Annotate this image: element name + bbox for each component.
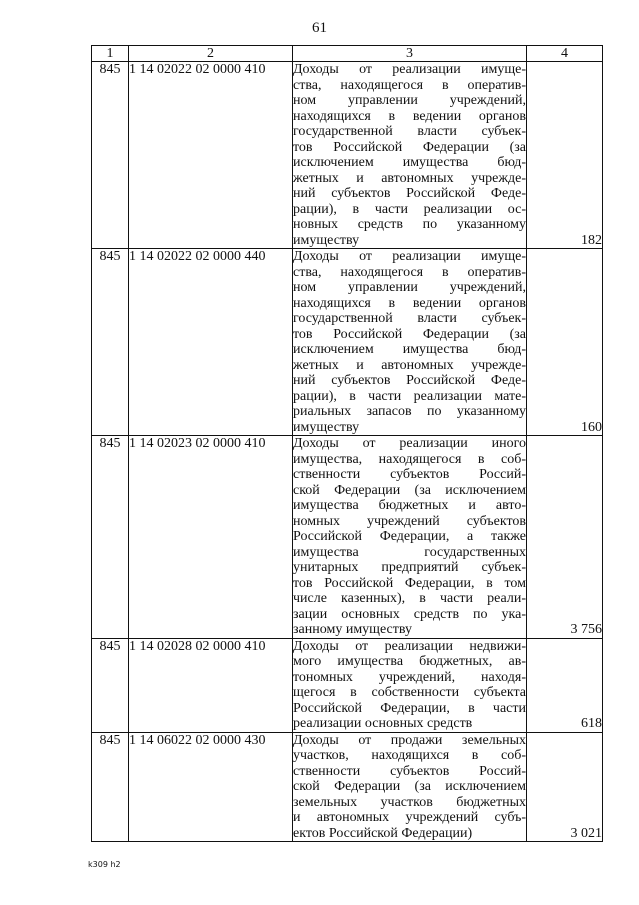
description-line: номных учреждений субъектов [293,513,526,529]
admin-code-cell: 845 [92,62,129,249]
description-line: рации), в части реализации мате- [293,388,526,404]
description-line: жетных и автономных учрежде- [293,170,526,186]
description-line: числе казенных), в части реали- [293,591,526,606]
description-line: тономных учреждений, находя- [293,669,526,685]
amount-cell: 3 021 [527,732,603,842]
description-line: имущества бюджетных и авто- [293,498,526,513]
description-line: ний субъектов Российской Феде- [293,373,526,388]
table-row [92,436,603,639]
budget-classification-code-cell: 1 14 02023 02 0000 410 [129,436,293,639]
header-col-2: 2 [129,46,293,62]
budget-classification-code-cell: 1 14 02022 02 0000 440 [129,249,293,436]
description-line: тов Российской Федерации, в том [293,575,526,591]
description-line: ственности субъектов Россий- [293,763,526,779]
description-line: Российской Федерации, а также [293,529,526,544]
description-line: исключением имущества бюд- [293,342,526,357]
amount-cell: 160 [527,249,603,436]
description-line: ном управлении учреждений, [293,93,526,108]
header-col-4: 4 [527,46,603,62]
header-col-1: 1 [92,46,129,62]
description-line: государственной власти субъек- [293,311,526,326]
description-line: Доходы от реализации недвижи- [293,638,526,654]
budget-classification-code-cell: 1 14 06022 02 0000 430 [129,732,293,842]
revenue-table [91,45,603,842]
admin-code-cell: 845 [92,638,129,732]
description-line: тов Российской Федерации (за [293,139,526,155]
description-line: риальных запасов по указанному [293,404,526,419]
description-line: унитарных предприятий субъек- [293,560,526,575]
description-line: мого имущества бюджетных, ав- [293,654,526,669]
table-row [92,732,603,842]
table-row [92,249,603,436]
description-line: находящихся в ведении органов [293,108,526,124]
description-line: участков, находящихся в соб- [293,748,526,763]
revenue-description-cell [293,732,527,842]
table-row [92,638,603,732]
description-line: Доходы от реализации иного [293,436,526,451]
revenue-description-cell [293,249,527,436]
description-line: Доходы от продажи земельных [293,732,526,748]
amount-cell: 3 756 [527,436,603,639]
description-line: Российской Федерации, в части [293,700,526,716]
description-line: реализации основных средств [293,716,473,731]
description-line: имущества, находящегося в соб- [293,451,526,467]
revenue-description-cell [293,638,527,732]
description-line: ства, находящегося в оператив- [293,77,526,93]
header-row [92,46,603,62]
description-line: находящихся в ведении органов [293,295,526,311]
description-line: занному имуществу [293,622,412,637]
header-col-3: 3 [293,46,527,62]
amount-cell: 618 [527,638,603,732]
description-line: жетных и автономных учрежде- [293,357,526,373]
description-line: исключением имущества бюд- [293,155,526,170]
description-line: рации), в части реализации ос- [293,201,526,217]
description-line: зации основных средств по ука- [293,606,526,622]
description-line: имущества государственных [293,544,526,560]
footer-code: k309 h2 [88,860,121,869]
description-line: и автономных учреждений субъ- [293,810,526,825]
budget-classification-code-cell: 1 14 02022 02 0000 410 [129,62,293,249]
description-line: ства, находящегося в оператив- [293,264,526,280]
description-line: ской Федерации (за исключением [293,779,526,794]
description-line: ской Федерации (за исключением [293,482,526,498]
amount-cell: 182 [527,62,603,249]
budget-classification-code-cell: 1 14 02028 02 0000 410 [129,638,293,732]
admin-code-cell: 845 [92,732,129,842]
revenue-description-cell [293,62,527,249]
description-line: Доходы от реализации имуще- [293,249,526,264]
description-line: ний субъектов Российской Феде- [293,186,526,201]
description-line: имуществу [293,232,360,248]
table-row [92,62,603,249]
description-line: имуществу [293,419,360,435]
admin-code-cell: 845 [92,436,129,639]
description-line: ектов Российской Федерации) [293,825,473,841]
description-line: ственности субъектов Россий- [293,467,526,482]
description-line: тов Российской Федерации (за [293,326,526,342]
revenue-description-cell [293,436,527,639]
description-line: ном управлении учреждений, [293,280,526,295]
description-line: новных средств по указанному [293,217,526,232]
page-number: 61 [312,20,327,36]
description-line: щегося в собственности субъекта [293,685,526,700]
description-line: государственной власти субъек- [293,124,526,139]
description-line: Доходы от реализации имуще- [293,62,526,77]
description-line: земельных участков бюджетных [293,794,526,810]
admin-code-cell: 845 [92,249,129,436]
